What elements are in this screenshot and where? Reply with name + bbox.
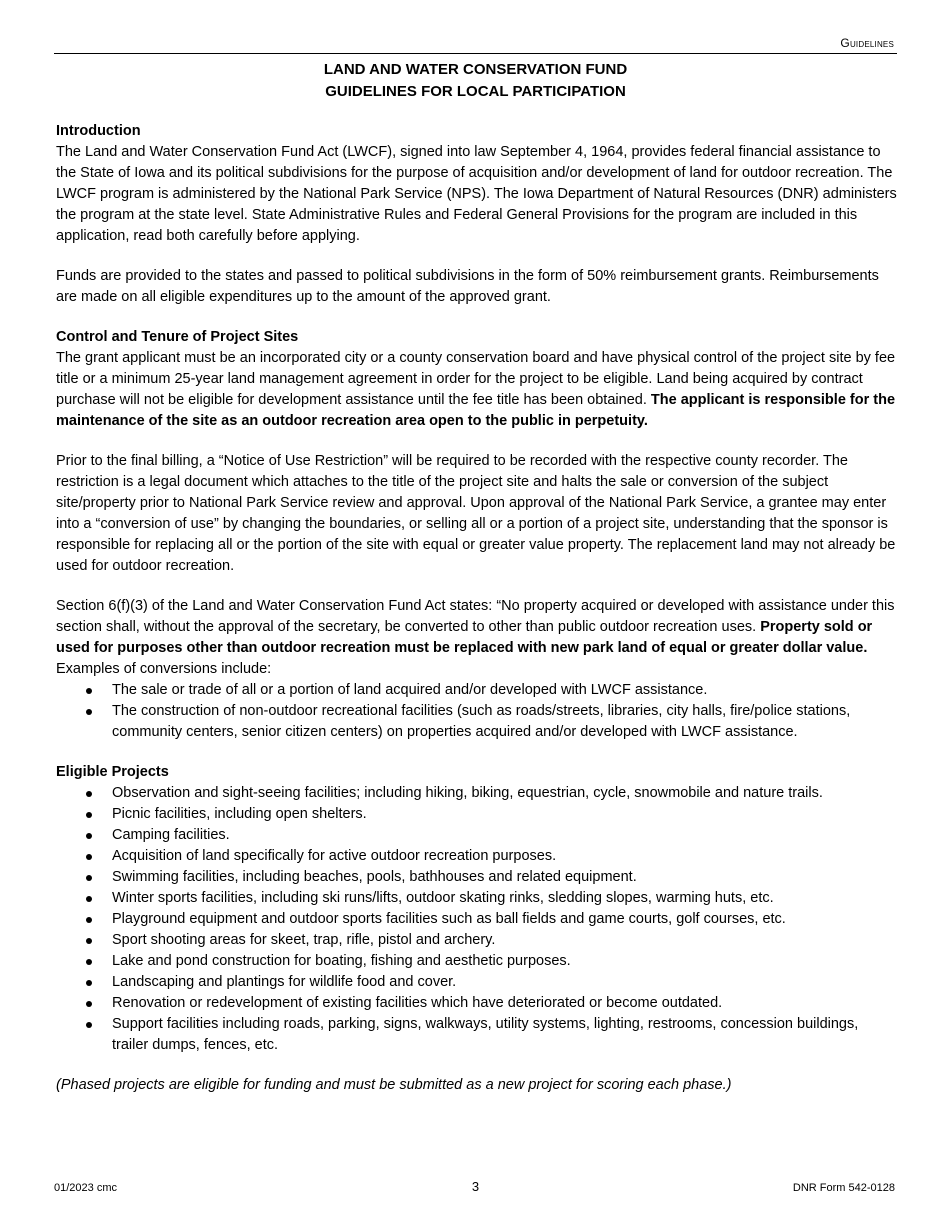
bullet-icon — [86, 791, 92, 797]
intro-paragraph-2: Funds are provided to the states and passed to political subdivisions in the form of 50% reimbursement grants. Reimbursements are made on all eligible expenditures up to the amount of the approved grant. — [56, 268, 879, 305]
control-p3-text: Section 6(f)(3) of the Land and Water Conservation Fund Act states: “No property acquired or developed with assistance under this section shall, without the approval of the secretary, be converted to other than public outdoor recreation uses. — [56, 598, 895, 635]
list-item: Observation and sight-seeing facilities; including hiking, biking, equestrian, cycle, snowmobile and nature trails. — [112, 783, 898, 804]
list-item: Lake and pond construction for boating, fishing and aesthetic purposes. — [112, 951, 898, 972]
bullet-icon — [86, 896, 92, 902]
control-p3-tail: Examples of conversions include: — [56, 661, 272, 677]
control-paragraph-1 — [56, 348, 898, 432]
bullet-icon — [86, 688, 92, 694]
list-item: The sale or trade of all or a portion of land acquired and/or developed with LWCF assistance. — [112, 680, 898, 701]
document-title — [54, 59, 897, 103]
form-number: DNR Form 542-0128 — [792, 1182, 895, 1194]
control-paragraph-2: Prior to the final billing, a “Notice of Use Restriction” will be required to be recorded with the respective county recorder. The restriction is a legal document which attaches to the title of the project site and halts the sale or conversion of the subject site/property prior to National Park Service review and approval. Upon approval of the National Park Service, a grantee may enter into a “conversion of use” by changing the boundaries, or selling all or a portion of a project site, understanding that the sponsor is responsible for replacing all or the portion of the site with equal or greater value property. The replacement land may not already be used for outdoor recreation. — [56, 453, 896, 574]
list-item: Picnic facilities, including open shelters. — [112, 804, 898, 825]
bullet-icon — [86, 1022, 92, 1028]
eligible-heading: Eligible Projects — [56, 764, 169, 780]
intro-heading: Introduction — [56, 123, 141, 139]
list-item: The construction of non-outdoor recreational facilities (such as roads/streets, libraries, city halls, fire/police stations, community centers, senior citizen centers) on properties acquired and/or developed with LWCF assistance. — [112, 701, 898, 743]
list-item: Swimming facilities, including beaches, pools, bathhouses and related equipment. — [112, 867, 898, 888]
bullet-icon — [86, 709, 92, 715]
list-item: Acquisition of land specifically for active outdoor recreation purposes. — [112, 846, 898, 867]
list-item: Landscaping and plantings for wildlife food and cover. — [112, 972, 898, 993]
bullet-icon — [86, 854, 92, 860]
control-p3-bold: Property sold or used for purposes other than outdoor recreation must be replaced with new park land of equal or greater dollar value. — [56, 619, 873, 656]
bullet-icon — [86, 1001, 92, 1007]
title-line-2: GUIDELINES FOR LOCAL PARTICIPATION — [325, 83, 626, 100]
intro-paragraph-1: The Land and Water Conservation Fund Act (LWCF), signed into law September 4, 1964, provides federal financial assistance to the State of Iowa and its political subdivisions for the purpose of acquisition and/or development of land for outdoor recreation. The LWCF program is administered by the National Park Service (NPS). The Iowa Department of Natural Resources (DNR) administers the program at the state level. State Administrative Rules and Federal General Provisions for the program are included in this application, read both carefully before applying. — [56, 144, 897, 244]
conversions-list — [56, 680, 898, 743]
control-heading: Control and Tenure of Project Sites — [56, 329, 299, 345]
control-p1-text: The grant applicant must be an incorporated city or a county conservation board and have physical control of the project site by fee title or a minimum 25-year land management agreement in order for the project to be eligible. Land being acquired by contract purchase will not be eligible for development assistance until the fee title has been obtained. — [56, 350, 896, 408]
page-number: 3 — [471, 1179, 480, 1194]
list-item: Sport shooting areas for skeet, trap, rifle, pistol and archery. — [112, 930, 898, 951]
list-item: Renovation or redevelopment of existing facilities which have deteriorated or become outdated. — [112, 993, 898, 1014]
list-item: Playground equipment and outdoor sports facilities such as ball fields and game courts, golf courses, etc. — [112, 909, 898, 930]
bullet-icon — [86, 959, 92, 965]
document-body — [56, 121, 898, 1096]
eligible-projects-list — [56, 783, 898, 1056]
header-rule — [54, 53, 897, 54]
bullet-icon — [86, 875, 92, 881]
bullet-icon — [86, 812, 92, 818]
phased-projects-note: (Phased projects are eligible for funding and must be submitted as a new project for scoring each phase.) — [56, 1077, 732, 1093]
title-line-1: LAND AND WATER CONSERVATION FUND — [323, 61, 628, 78]
running-head: Guidelines — [840, 36, 894, 50]
control-p1-bold: The applicant is responsible for the maintenance of the site as an outdoor recreation area open to the public in perpetuity. — [56, 392, 896, 429]
list-item: Winter sports facilities, including ski runs/lifts, outdoor skating rinks, sledding slopes, warming huts, etc. — [112, 888, 898, 909]
footer-revision: 01/2023 cmc — [54, 1182, 117, 1194]
list-item: Support facilities including roads, parking, signs, walkways, utility systems, lighting, restrooms, concession buildings, trailer dumps, fences, etc. — [112, 1014, 898, 1056]
control-paragraph-3 — [56, 596, 898, 680]
bullet-icon — [86, 938, 92, 944]
bullet-icon — [86, 833, 92, 839]
page-footer — [54, 1179, 897, 1195]
bullet-icon — [86, 917, 92, 923]
bullet-icon — [86, 980, 92, 986]
list-item: Camping facilities. — [112, 825, 898, 846]
